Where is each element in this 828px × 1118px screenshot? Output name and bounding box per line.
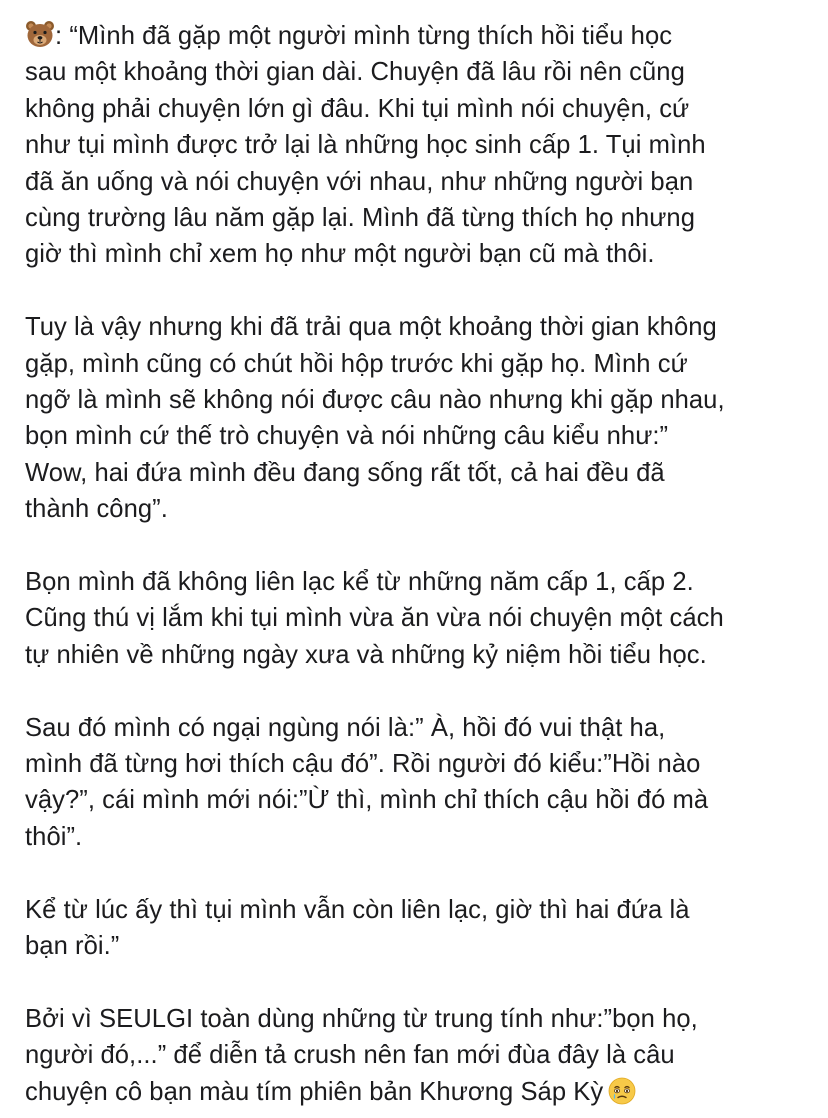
- paragraph-3: Bọn mình đã không liên lạc kể từ những năm cấp 1, cấp 2. Cũng thú vị lắm khi tụi mình vừa ăn vừa nói chuyện một cách tự nhiên về những ngày xưa và những kỷ niệm hồi tiểu học.: [25, 568, 724, 669]
- face-holding-back-tears-icon: [607, 1076, 637, 1106]
- post-body: [25, 18, 815, 1110]
- paragraph-1: [25, 18, 815, 273]
- paragraph-5: Kể từ lúc ấy thì tụi mình vẫn còn liên lạc, giờ thì hai đứa là bạn rồi.”: [25, 895, 690, 961]
- bear-face-icon: [25, 19, 55, 49]
- paragraph-4: Sau đó mình có ngại ngùng nói là:” À, hồi đó vui thật ha, mình đã từng hơi thích cậu đó”. Rồi người đó kiểu:”Hồi nào vậy?”, cái mình mới nói:”Ừ thì, mình chỉ thích cậu hồi đó mà thôi”.: [25, 713, 709, 851]
- paragraph-2: Tuy là vậy nhưng khi đã trải qua một khoảng thời gian không gặp, mình cũng có chút hồi hộp trước khi gặp họ. Mình cứ ngỡ là mình sẽ không nói được câu nào nhưng khi gặp nhau, bọn mình cứ thế trò chuyện và nói những câu kiểu như:” Wow, hai đứa mình đều đang sống rất tốt, cả hai đều đã thành công”.: [25, 313, 725, 524]
- paragraph-1-text: : “Mình đã gặp một người mình từng thích hồi tiểu học sau một khoảng thời gian dài. Chuyện đã lâu rồi nên cũng không phải chuyện lớn gì đâu. Khi tụi mình nói chuyện, cứ như tụi mình được trở lại là những học sinh cấp 1. Tụi mình đã ăn uống và nói chuyện với nhau, như những người bạn cùng trường lâu năm gặp lại. Mình đã từng thích họ nhưng giờ thì mình chỉ xem họ như một người bạn cũ mà thôi.: [25, 22, 706, 269]
- paragraph-6-text: Bởi vì SEULGI toàn dùng những từ trung tính như:”bọn họ, người đó,...” để diễn tả crush nên fan mới đùa đây là câu chuyện cô bạn màu tím phiên bản Khương Sáp Kỳ: [25, 1004, 698, 1106]
- paragraph-6: [25, 1001, 815, 1110]
